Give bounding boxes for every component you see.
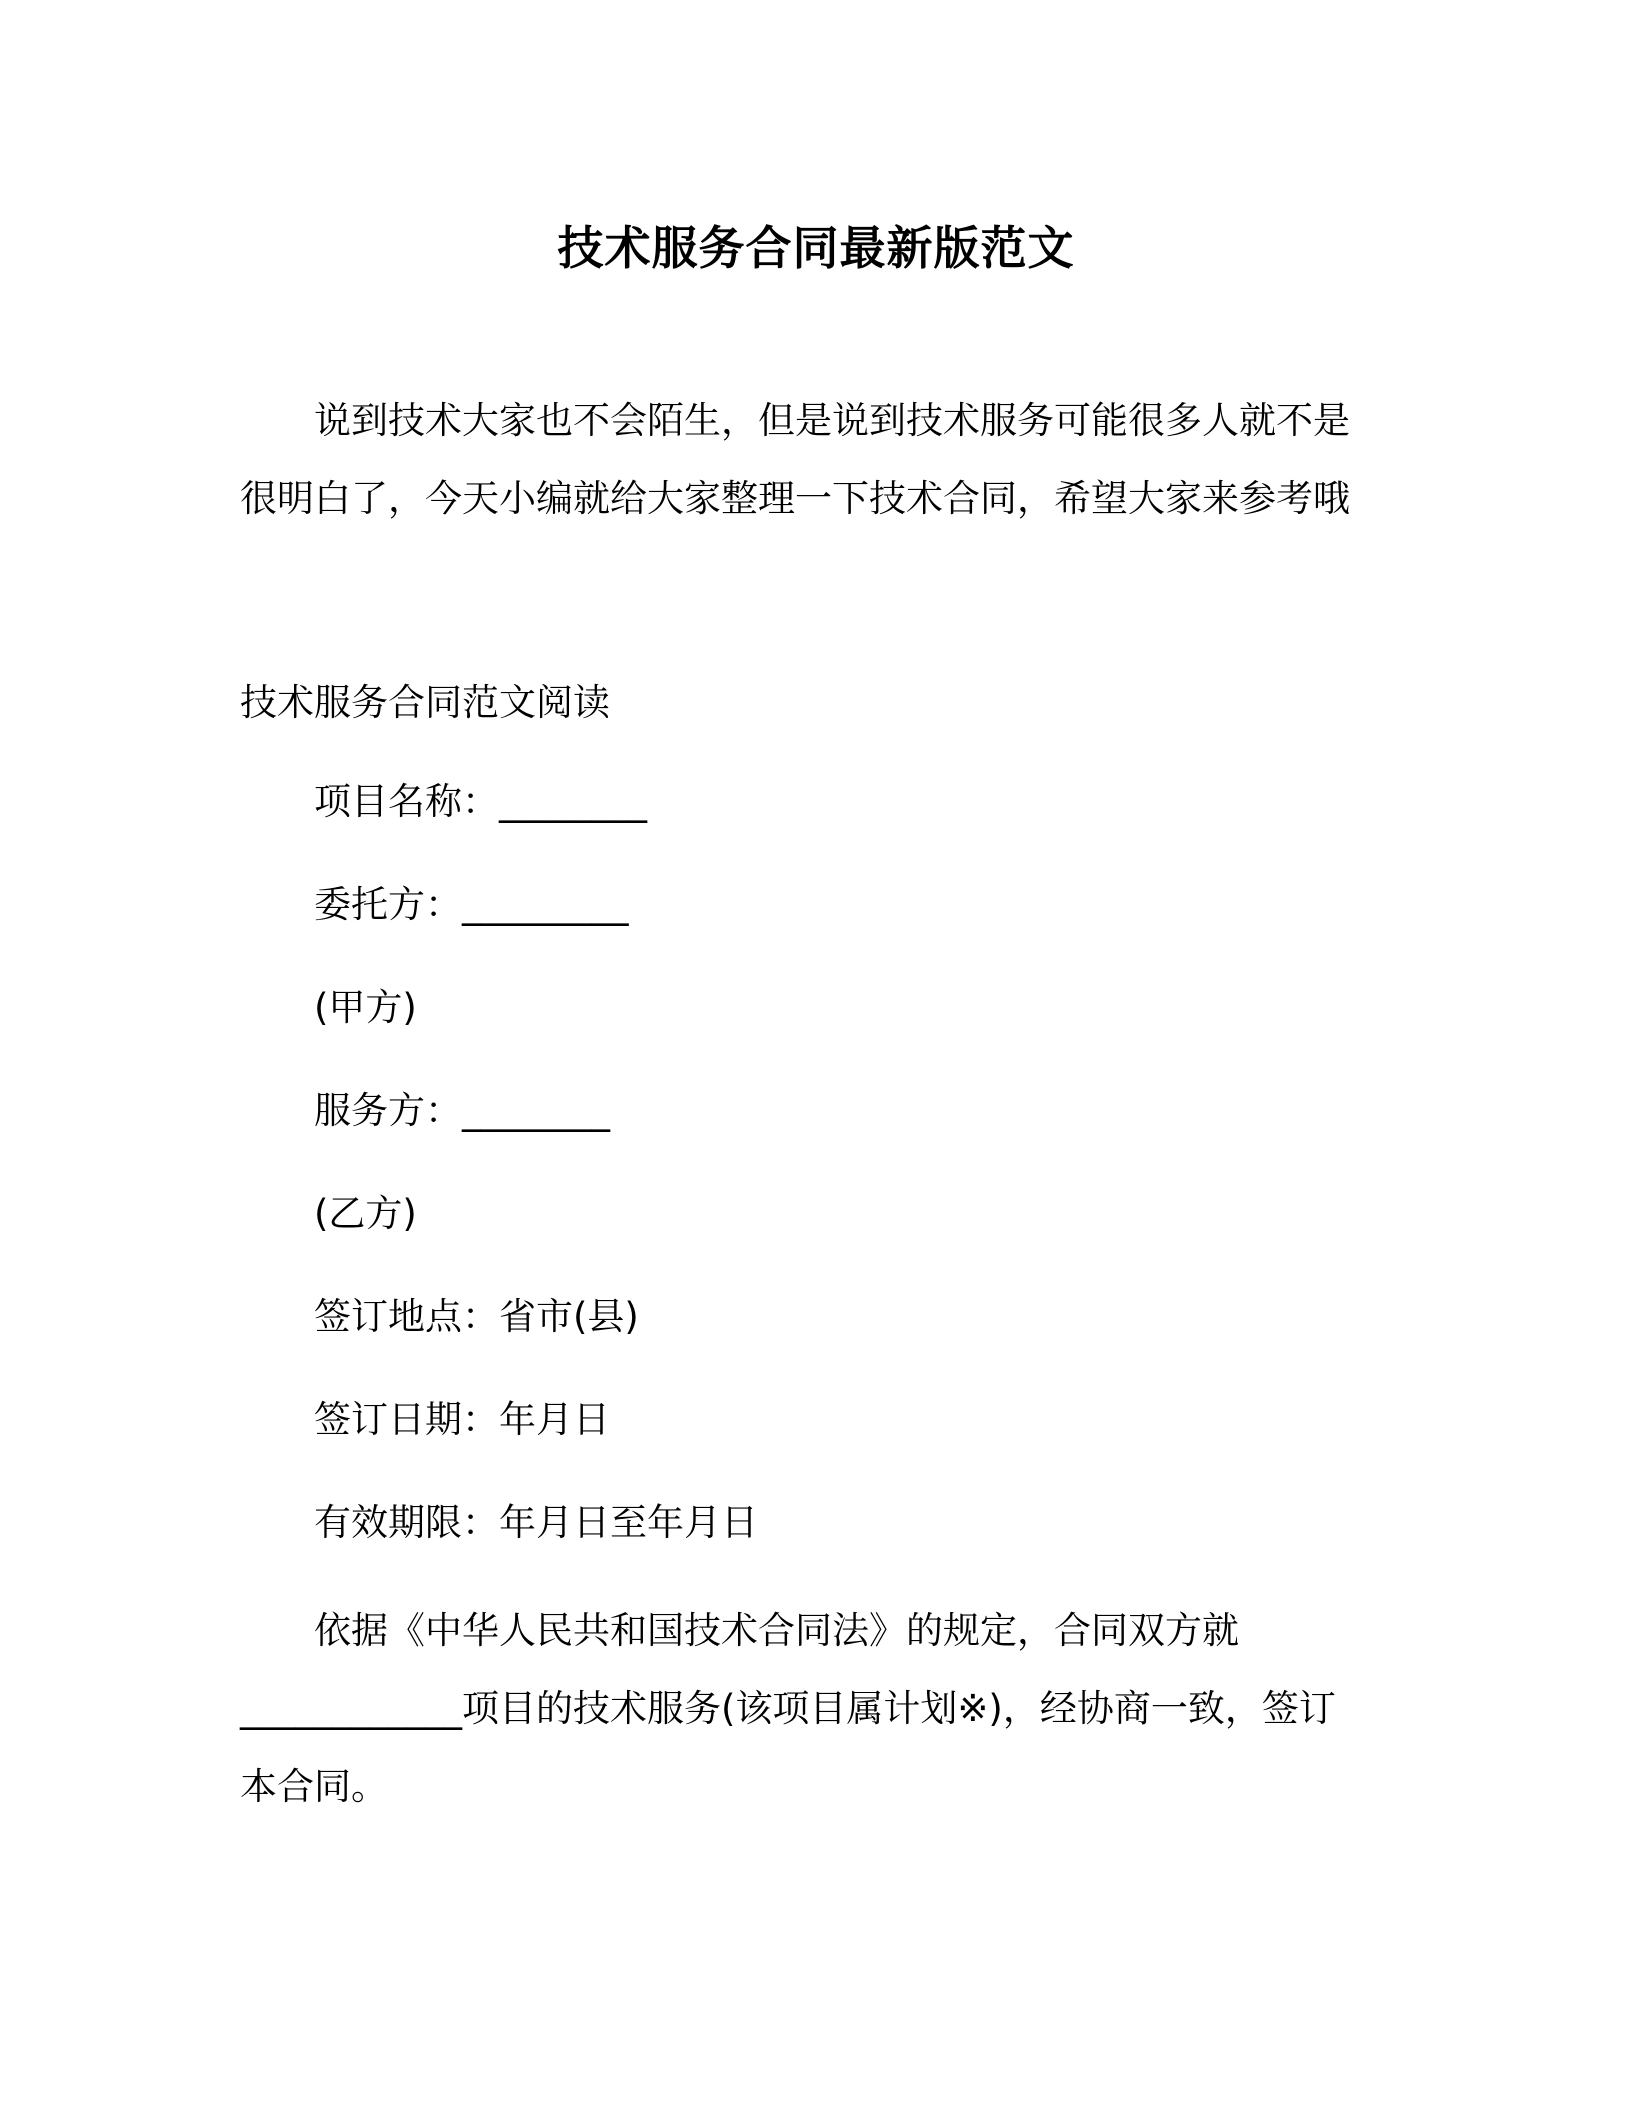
party-b-label: (乙方) — [314, 1192, 417, 1235]
intro-paragraph: 说到技术大家也不会陌生，但是说到技术服务可能很多人就不是很明白了，今天小编就给大家整理一下技术合同，希望大家来参考哦 — [240, 399, 1350, 520]
document-title: 技术服务合同最新版范文 — [557, 221, 1075, 275]
closing-paragraph: 依据《中华人民共和国技术合同法》的规定，合同双方就____________项目的技术服务(该项目属计划※)，经协商一致，签订本合同。 — [240, 1609, 1336, 1808]
sign-date-field: 签订日期：年月日 — [314, 1398, 610, 1441]
provider-field: 服务方：________ — [314, 1089, 610, 1132]
project-name-field: 项目名称：________ — [314, 780, 647, 823]
section-heading: 技术服务合同范文阅读 — [240, 681, 610, 724]
party-a-label: (甲方) — [314, 986, 417, 1029]
validity-field: 有效期限：年月日至年月日 — [314, 1501, 758, 1544]
client-field: 委托方：_________ — [314, 883, 629, 926]
sign-place-field: 签订地点：省市(县) — [314, 1295, 639, 1338]
